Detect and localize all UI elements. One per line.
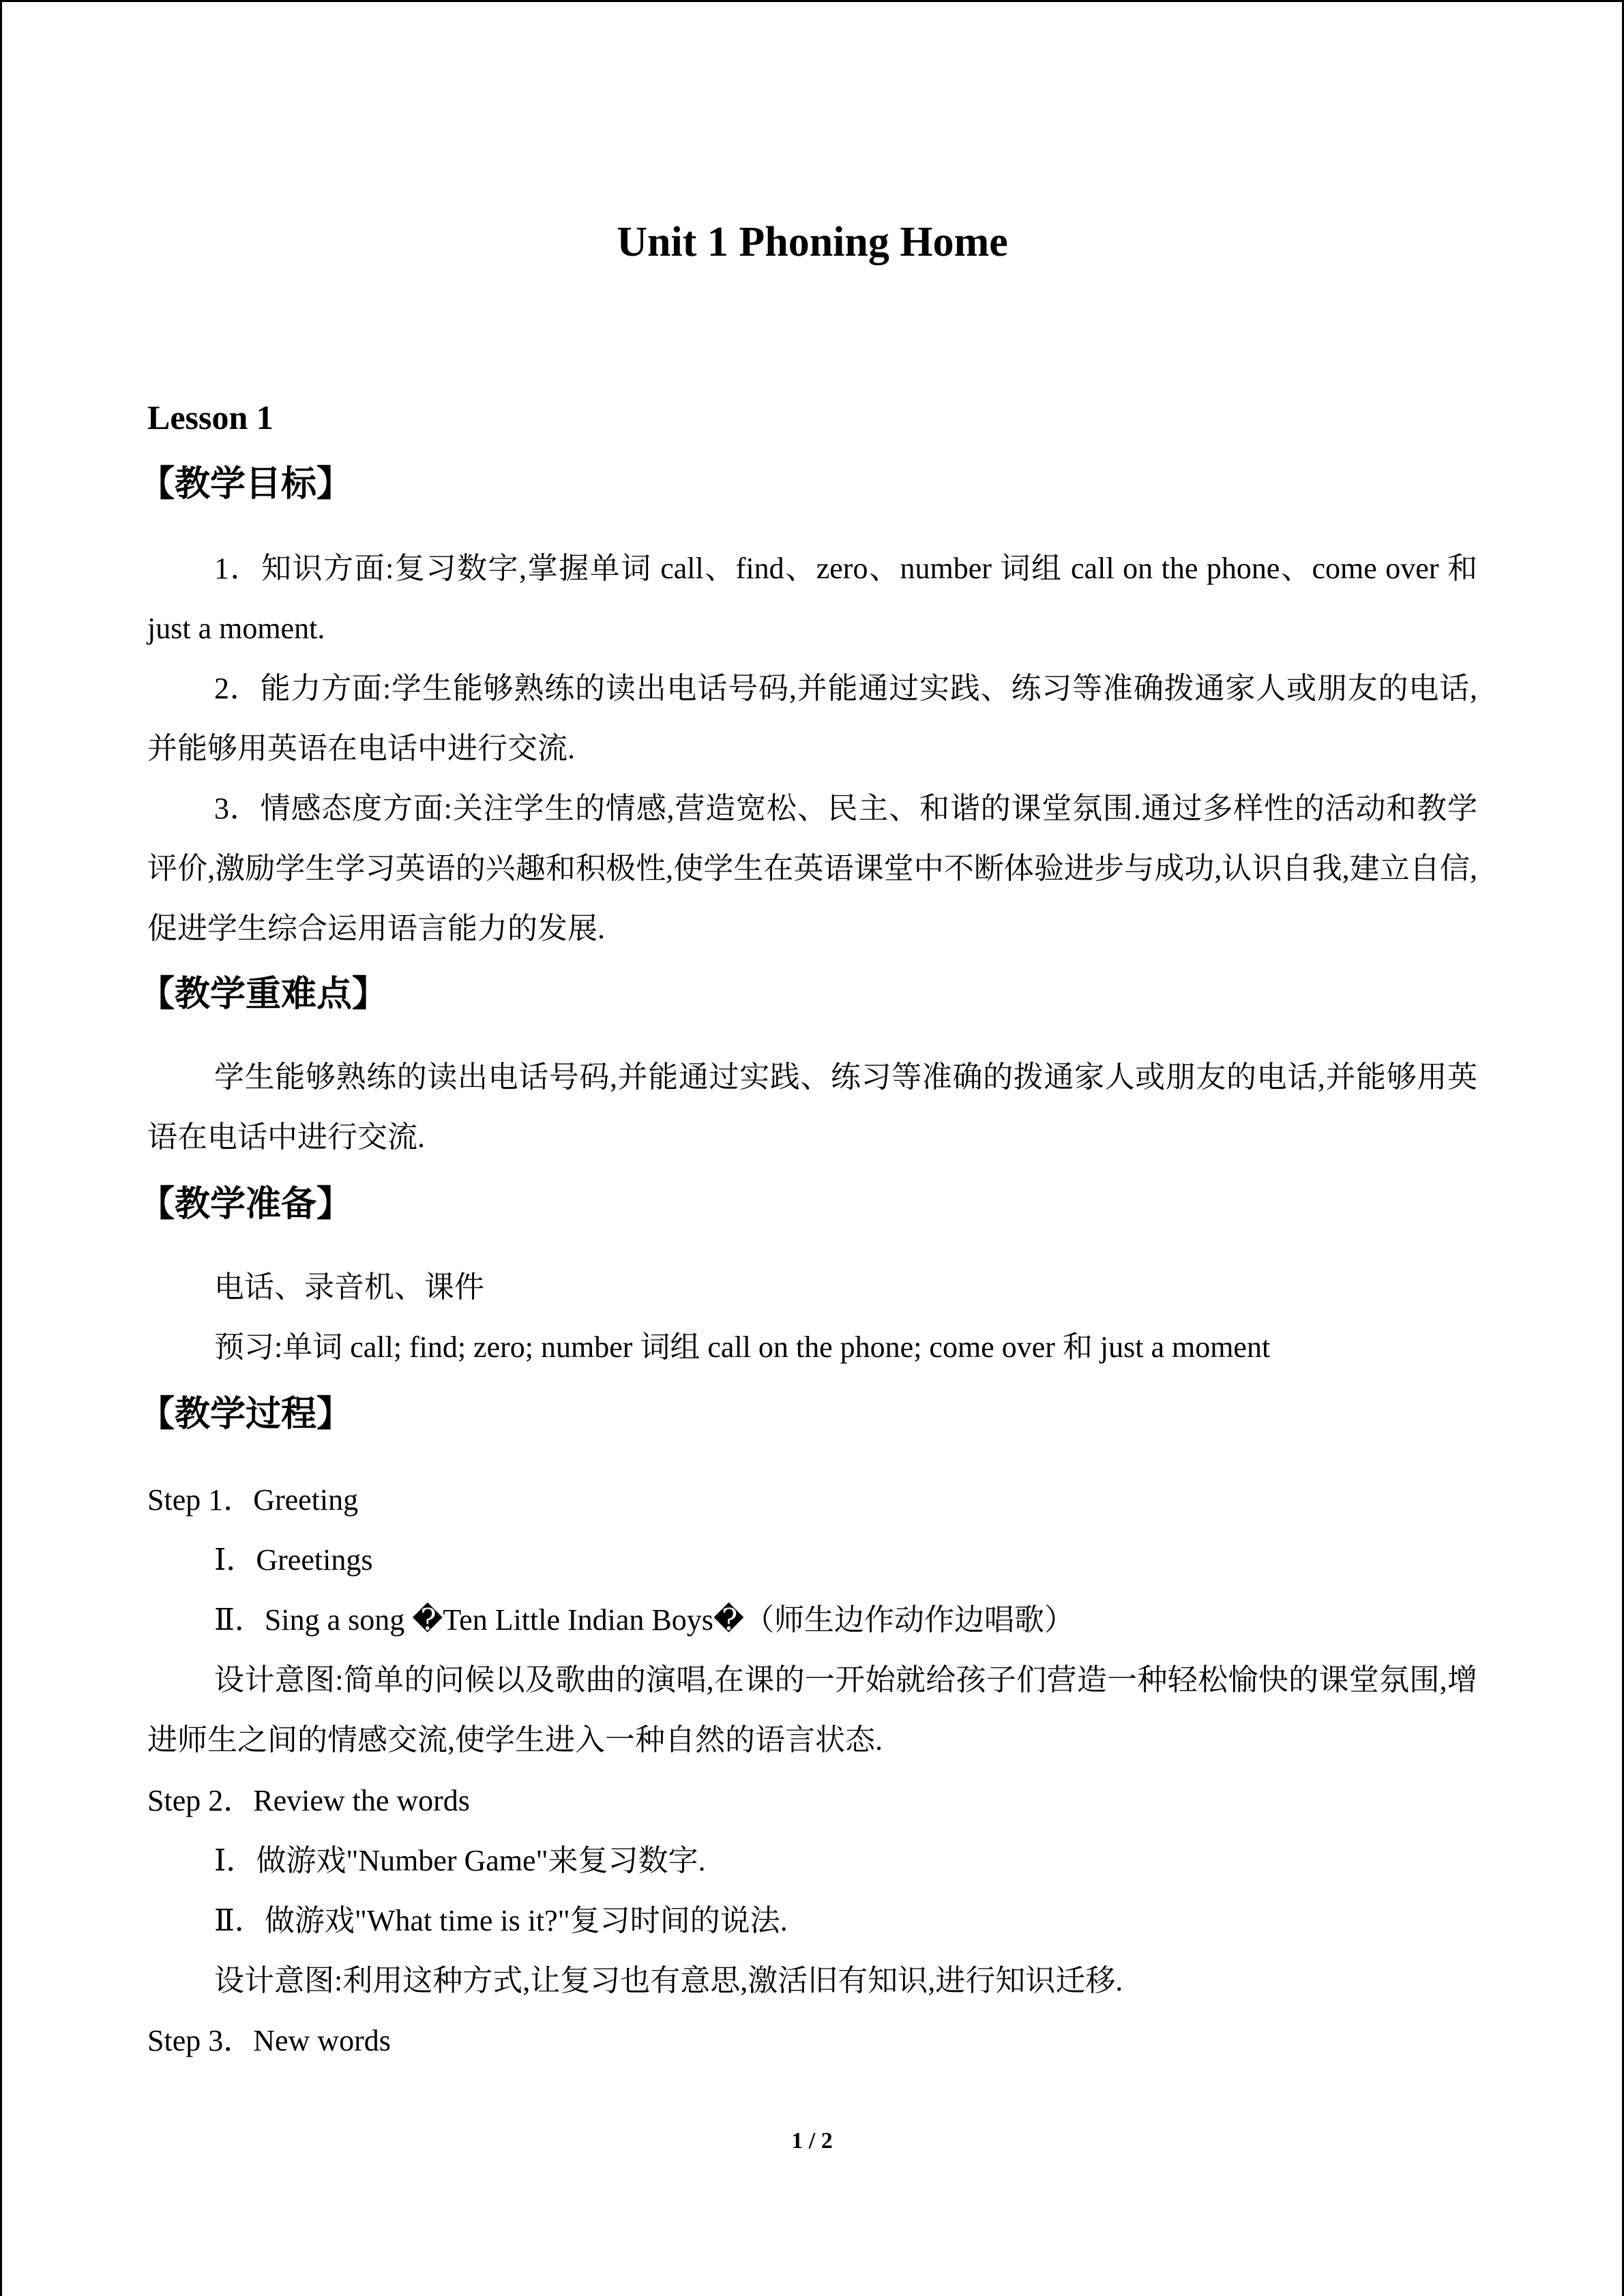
objective-1: 1．知识方面:复习数字,掌握单词 call、find、zero、number 词组 call on the phone、come over 和 just a moment. xyxy=(147,552,1477,645)
step-2-item-2: Ⅱ．做游戏"What time is it?"复习时间的说法. xyxy=(214,1904,788,1937)
step-1-item-1: Ⅰ．Greetings xyxy=(214,1543,373,1577)
step-2-title: Step 2．Review the words xyxy=(147,1784,470,1817)
step-1-item-2: Ⅱ．Sing a song �Ten Little Indian Boys�（师生边作动作边唱歌） xyxy=(214,1603,1075,1637)
step-2-item-1: Ⅰ．做游戏"Number Game"来复习数字. xyxy=(214,1844,706,1877)
key-points-heading: 【教学重难点】 xyxy=(139,974,388,1015)
step-1-design-intent: 设计意图:简单的问候以及歌曲的演唱,在课的一开始就给孩子们营造一种轻松愉快的课堂氛围,增进师生之间的情感交流,使学生进入一种自然的语言状态. xyxy=(147,1663,1477,1757)
objective-3: 3．情感态度方面:关注学生的情感,营造宽松、民主、和谐的课堂氛围.通过多样性的活动和教学评价,激励学生学习英语的兴趣和积极性,使学生在英语课堂中不断体验进步与成功,认识自我,建立自信,促进学生综合运用语言能力的发展. xyxy=(147,792,1477,945)
preparation-heading: 【教学准备】 xyxy=(139,1184,353,1225)
step-3-title: Step 3．New words xyxy=(147,2024,391,2057)
step-2-design-intent: 设计意图:利用这种方式,让复习也有意思,激活旧有知识,进行知识迁移. xyxy=(214,1964,1123,1997)
preparation-line-1: 电话、录音机、课件 xyxy=(214,1270,484,1304)
preparation-line-2: 预习:单词 call; find; zero; number 词组 call on the phone; come over 和 just a moment xyxy=(214,1330,1271,1364)
key-points-text: 学生能够熟练的读出电话号码,并能通过实践、练习等准确的拨通家人或朋友的电话,并能够用英语在电话中进行交流. xyxy=(147,1060,1477,1154)
objective-2: 2．能力方面:学生能够熟练的读出电话号码,并能通过实践、练习等准确拨通家人或朋友的电话,并能够用英语在电话中进行交流. xyxy=(147,672,1477,765)
lesson-heading: Lesson 1 xyxy=(147,398,274,436)
page-number: 1 / 2 xyxy=(791,2128,833,2153)
step-1-title: Step 1．Greeting xyxy=(147,1483,359,1517)
objectives-heading: 【教学目标】 xyxy=(139,464,353,505)
process-heading: 【教学过程】 xyxy=(139,1394,353,1435)
document-title: Unit 1 Phoning Home xyxy=(617,219,1008,265)
